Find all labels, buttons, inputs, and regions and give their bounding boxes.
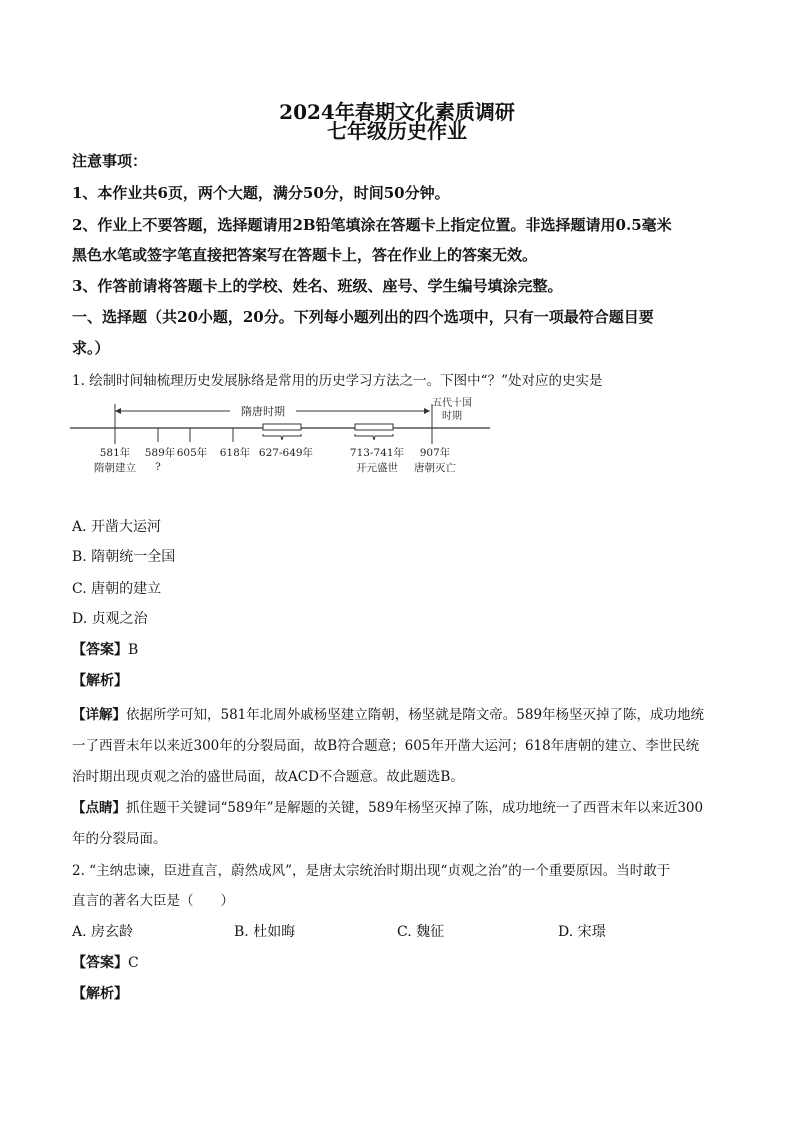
tick-note-581: 隋朝建立 <box>94 462 136 474</box>
q1-analysis-tag: 【解析】 <box>72 673 128 689</box>
period-arrow-right <box>424 408 430 414</box>
q1-option-d: D. 贞观之治 <box>72 611 148 627</box>
q2-option-b: B. 杜如晦 <box>234 924 296 940</box>
q1-detail-line-3: 治时期出现贞观之治的盛世局面，故ACD不合题意。故此题选B。 <box>72 769 464 785</box>
bracket-713-741 <box>355 424 393 430</box>
q1-detail-tag: 【详解】 <box>72 707 126 723</box>
end-period-label-2: 时期 <box>442 411 462 422</box>
q2-option-a: A. 房玄龄 <box>72 924 134 940</box>
q1-tip-text-1: 抓住题干关键词“589年”是解题的关键，589年杨坚灭掉了陈，成功地统一了西晋末年以来近300 <box>126 800 704 816</box>
notes-item-2: 2、作业上不要答题，选择题请用2B铅笔填涂在答题卡上指定位置。非选择题请用0.5毫米 <box>72 216 672 234</box>
tick-label-589: 589年 <box>144 447 176 459</box>
q1-tip-tag: 【点睛】 <box>72 800 126 816</box>
q2-stem-line-1: 2. “主纳忠谏，臣进直言，蔚然成风”，是唐太宗统治时期出现“贞观之治”的一个重要原因。当时敢于 <box>72 863 671 879</box>
q1-stem: 1. 绘制时间轴梳理历史发展脉络是常用的历史学习方法之一。下图中“？”处对应的史实是 <box>72 373 603 389</box>
q1-detail-text-1: 依据所学可知，581年北周外戚杨坚建立隋朝，杨坚就是隋文帝。589年杨坚灭掉了陈，成功地统 <box>126 707 705 723</box>
q1-answer-tag: 【答案】 <box>72 642 128 658</box>
notes-item-1: 1、本作业共6页，两个大题，满分50分，时间50分钟。 <box>72 184 450 202</box>
q2-option-c: C. 魏征 <box>397 924 445 940</box>
q1-answer <box>72 639 138 659</box>
q2-analysis-tag: 【解析】 <box>72 986 128 1002</box>
notes-item-3: 3、作答前请将答题卡上的学校、姓名、班级、座号、学生编号填涂完整。 <box>72 277 563 295</box>
brace-713-741 <box>355 434 393 440</box>
tick-label-605: 605年 <box>176 447 208 459</box>
tick-label-907: 907年 <box>419 447 451 459</box>
end-period-label-1: 五代十国 <box>432 398 472 409</box>
notes-heading: 注意事项： <box>72 152 148 170</box>
period-label: 隋唐时期 <box>241 405 285 418</box>
q2-option-d: D. 宋璟 <box>558 924 606 940</box>
bracket-627-649 <box>263 424 301 430</box>
q1-tip-line-1 <box>72 796 703 816</box>
tick-label-618: 618年 <box>219 447 251 459</box>
section-heading-cont: 求。） <box>72 339 110 357</box>
q2-answer-value: C <box>128 955 139 971</box>
tick-note-589: ? <box>155 461 161 473</box>
q1-detail-line-2: 一了西晋末年以来近300年的分裂局面，故B符合题意；605年开凿大运河；618年唐朝的建立、李世民统 <box>72 738 700 754</box>
q2-answer-tag: 【答案】 <box>72 955 128 971</box>
q1-option-b: B. 隋朝统一全国 <box>72 549 176 565</box>
page-subtitle: 七年级历史作业 <box>327 119 467 143</box>
q2-stem-line-2: 直言的著名大臣是（ ） <box>72 893 234 909</box>
page-title: 2024年春期文化素质调研 <box>279 100 515 124</box>
q2-answer <box>72 952 139 972</box>
brace-627-649 <box>263 434 301 440</box>
timeline-figure <box>70 390 495 480</box>
tick-note-907: 唐朝灭亡 <box>414 462 456 474</box>
q1-option-c: C. 唐朝的建立 <box>72 581 162 597</box>
q1-option-a: A. 开凿大运河 <box>72 519 162 535</box>
q1-tip-line-2: 年的分裂局面。 <box>72 831 167 847</box>
q1-answer-value: B <box>128 642 139 658</box>
tick-note-713-741: 开元盛世 <box>356 462 398 474</box>
section-heading: 一、选择题（共20小题，20分。下列每小题列出的四个选项中，只有一项最符合题目要 <box>72 308 654 326</box>
notes-item-2-cont: 黑色水笔或签字笔直接把答案写在答题卡上，答在作业上的答案无效。 <box>72 246 538 264</box>
period-arrow-left <box>115 408 121 414</box>
q1-detail-line-1 <box>72 703 704 723</box>
tick-label-581: 581年 <box>99 447 131 459</box>
tick-label-627-649: 627-649年 <box>258 447 314 459</box>
tick-label-713-741: 713-741年 <box>349 447 405 459</box>
